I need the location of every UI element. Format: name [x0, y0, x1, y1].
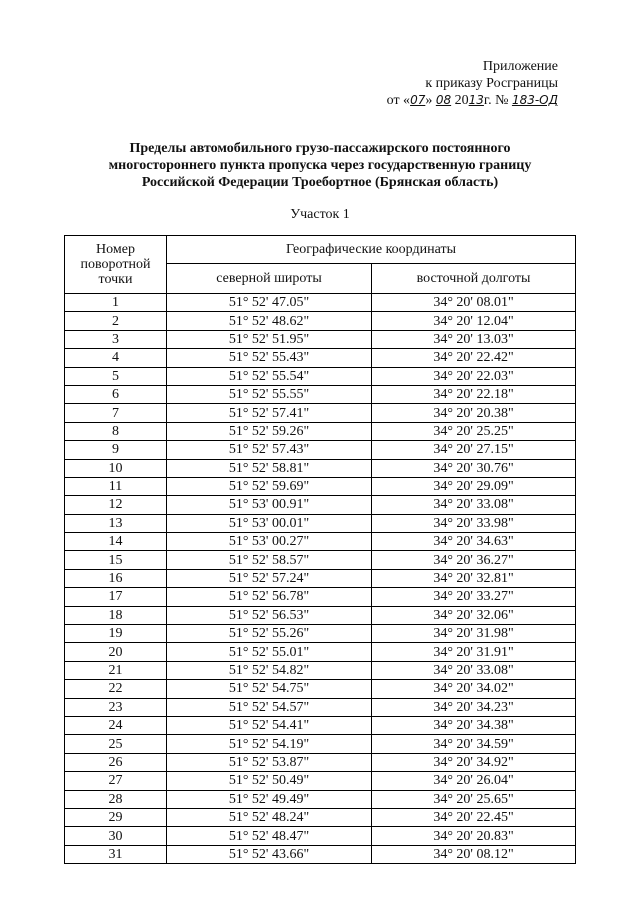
- handwritten-order-number: 183-ОД: [511, 93, 558, 107]
- table-row: [65, 735, 576, 753]
- header-longitude: восточной долготы: [372, 264, 576, 294]
- table-row: [65, 808, 576, 826]
- point-number-cell: 8: [65, 422, 167, 440]
- latitude-cell: 51° 52' 48.24": [167, 808, 372, 826]
- longitude-cell: 34° 20' 31.91": [372, 643, 576, 661]
- latitude-cell: 51° 52' 49.49": [167, 790, 372, 808]
- point-number-cell: 18: [65, 606, 167, 624]
- point-number-cell: 2: [65, 312, 167, 330]
- date-prefix: от «: [386, 93, 411, 108]
- point-number-cell: 27: [65, 772, 167, 790]
- latitude-cell: 51° 52' 59.69": [167, 477, 372, 495]
- table-row: [65, 588, 576, 606]
- header-latitude: северной широты: [167, 264, 372, 294]
- handwritten-day: 07: [410, 93, 426, 107]
- year-prefix: 20: [454, 93, 469, 108]
- latitude-cell: 51° 52' 56.53": [167, 606, 372, 624]
- table-row: [65, 569, 576, 587]
- latitude-cell: 51° 53' 00.01": [167, 514, 372, 532]
- longitude-cell: 34° 20' 34.63": [372, 533, 576, 551]
- handwritten-month: 08: [435, 93, 452, 107]
- table-row: [65, 330, 576, 348]
- point-number-cell: 11: [65, 477, 167, 495]
- point-number-cell: 24: [65, 716, 167, 734]
- longitude-cell: 34° 20' 34.38": [372, 716, 576, 734]
- table-row: [65, 367, 576, 385]
- table-row: [65, 790, 576, 808]
- header-geo-coordinates: Географические координаты: [167, 236, 576, 264]
- latitude-cell: 51° 52' 43.66": [167, 845, 372, 863]
- longitude-cell: 34° 20' 25.25": [372, 422, 576, 440]
- point-number-cell: 9: [65, 441, 167, 459]
- point-number-cell: 13: [65, 514, 167, 532]
- longitude-cell: 34° 20' 20.38": [372, 404, 576, 422]
- longitude-cell: 34° 20' 32.81": [372, 569, 576, 587]
- latitude-cell: 51° 52' 54.41": [167, 716, 372, 734]
- longitude-cell: 34° 20' 08.01": [372, 294, 576, 312]
- appendix-header: [387, 58, 558, 109]
- longitude-cell: 34° 20' 34.92": [372, 753, 576, 771]
- point-number-cell: 3: [65, 330, 167, 348]
- latitude-cell: 51° 53' 00.91": [167, 496, 372, 514]
- latitude-cell: 51° 52' 50.49": [167, 772, 372, 790]
- longitude-cell: 34° 20' 08.12": [372, 845, 576, 863]
- point-number-cell: 10: [65, 459, 167, 477]
- table-row: [65, 441, 576, 459]
- table-row: [65, 643, 576, 661]
- longitude-cell: 34° 20' 13.03": [372, 330, 576, 348]
- point-number-cell: 19: [65, 625, 167, 643]
- table-row: [65, 827, 576, 845]
- longitude-cell: 34° 20' 20.83": [372, 827, 576, 845]
- latitude-cell: 51° 52' 59.26": [167, 422, 372, 440]
- latitude-cell: 51° 52' 55.26": [167, 625, 372, 643]
- latitude-cell: 51° 52' 57.43": [167, 441, 372, 459]
- table-row: [65, 514, 576, 532]
- latitude-cell: 51° 52' 54.57": [167, 698, 372, 716]
- longitude-cell: 34° 20' 12.04": [372, 312, 576, 330]
- coordinates-table: [64, 235, 576, 864]
- longitude-cell: 34° 20' 33.08": [372, 661, 576, 679]
- point-number-cell: 14: [65, 533, 167, 551]
- latitude-cell: 51° 52' 57.41": [167, 404, 372, 422]
- latitude-cell: 51° 52' 54.82": [167, 661, 372, 679]
- table-row: [65, 385, 576, 403]
- table-row: [65, 294, 576, 312]
- point-number-cell: 26: [65, 753, 167, 771]
- point-number-cell: 20: [65, 643, 167, 661]
- longitude-cell: 34° 20' 34.59": [372, 735, 576, 753]
- longitude-cell: 34° 20' 34.23": [372, 698, 576, 716]
- appendix-order-reference: к приказу Росграницы: [425, 76, 558, 91]
- longitude-cell: 34° 20' 25.65": [372, 790, 576, 808]
- date-quote: »: [425, 93, 433, 108]
- point-number-cell: 23: [65, 698, 167, 716]
- longitude-cell: 34° 20' 33.27": [372, 588, 576, 606]
- table-row: [65, 477, 576, 495]
- latitude-cell: 51° 52' 47.05": [167, 294, 372, 312]
- point-number-cell: 28: [65, 790, 167, 808]
- latitude-cell: 51° 52' 58.57": [167, 551, 372, 569]
- appendix-label: Приложение: [482, 59, 558, 74]
- longitude-cell: 34° 20' 33.08": [372, 496, 576, 514]
- section-heading: Участок 1: [290, 207, 350, 222]
- latitude-cell: 51° 52' 55.55": [167, 385, 372, 403]
- latitude-cell: 51° 52' 57.24": [167, 569, 372, 587]
- point-number-cell: 7: [65, 404, 167, 422]
- longitude-cell: 34° 20' 32.06": [372, 606, 576, 624]
- longitude-cell: 34° 20' 22.18": [372, 385, 576, 403]
- point-number-cell: 30: [65, 827, 167, 845]
- longitude-cell: 34° 20' 27.15": [372, 441, 576, 459]
- table-row: [65, 496, 576, 514]
- point-number-cell: 25: [65, 735, 167, 753]
- number-label: г. №: [483, 93, 509, 108]
- table-row: [65, 661, 576, 679]
- point-number-cell: 16: [65, 569, 167, 587]
- latitude-cell: 51° 52' 48.62": [167, 312, 372, 330]
- table-row: [65, 404, 576, 422]
- point-number-cell: 21: [65, 661, 167, 679]
- latitude-cell: 51° 52' 55.01": [167, 643, 372, 661]
- point-number-cell: 17: [65, 588, 167, 606]
- longitude-cell: 34° 20' 34.02": [372, 680, 576, 698]
- table-row: [65, 606, 576, 624]
- longitude-cell: 34° 20' 31.98": [372, 625, 576, 643]
- longitude-cell: 34° 20' 33.98": [372, 514, 576, 532]
- table-row: [65, 772, 576, 790]
- table-row: [65, 680, 576, 698]
- table-row: [65, 716, 576, 734]
- latitude-cell: 51° 52' 53.87": [167, 753, 372, 771]
- latitude-cell: 51° 52' 55.43": [167, 349, 372, 367]
- header-point-number: Номер поворотной точки: [65, 236, 167, 294]
- latitude-cell: 51° 52' 54.75": [167, 680, 372, 698]
- table-row: [65, 349, 576, 367]
- table-row: [65, 533, 576, 551]
- latitude-cell: 51° 53' 00.27": [167, 533, 372, 551]
- table-row: [65, 845, 576, 863]
- longitude-cell: 34° 20' 36.27": [372, 551, 576, 569]
- table-row: [65, 625, 576, 643]
- document-title: [0, 140, 640, 191]
- longitude-cell: 34° 20' 22.45": [372, 808, 576, 826]
- appendix-date-number: [387, 92, 558, 109]
- table-row: [65, 753, 576, 771]
- latitude-cell: 51° 52' 54.19": [167, 735, 372, 753]
- latitude-cell: 51° 52' 48.47": [167, 827, 372, 845]
- longitude-cell: 34° 20' 22.03": [372, 367, 576, 385]
- table-row: [65, 459, 576, 477]
- title-line-2: многостороннего пункта пропуска через государственную границу: [108, 158, 532, 173]
- table-row: [65, 312, 576, 330]
- title-line-1: Пределы автомобильного грузо-пассажирского постоянного: [129, 141, 511, 156]
- handwritten-year: 13: [468, 93, 484, 107]
- latitude-cell: 51° 52' 58.81": [167, 459, 372, 477]
- point-number-cell: 22: [65, 680, 167, 698]
- point-number-cell: 12: [65, 496, 167, 514]
- latitude-cell: 51° 52' 51.95": [167, 330, 372, 348]
- longitude-cell: 34° 20' 26.04": [372, 772, 576, 790]
- longitude-cell: 34° 20' 22.42": [372, 349, 576, 367]
- point-number-cell: 29: [65, 808, 167, 826]
- point-number-cell: 5: [65, 367, 167, 385]
- table-row: [65, 422, 576, 440]
- latitude-cell: 51° 52' 56.78": [167, 588, 372, 606]
- point-number-cell: 1: [65, 294, 167, 312]
- longitude-cell: 34° 20' 29.09": [372, 477, 576, 495]
- longitude-cell: 34° 20' 30.76": [372, 459, 576, 477]
- point-number-cell: 6: [65, 385, 167, 403]
- point-number-cell: 31: [65, 845, 167, 863]
- latitude-cell: 51° 52' 55.54": [167, 367, 372, 385]
- point-number-cell: 15: [65, 551, 167, 569]
- table-row: [65, 698, 576, 716]
- point-number-cell: 4: [65, 349, 167, 367]
- table-row: [65, 551, 576, 569]
- title-line-3: Российской Федерации Троебортное (Брянская область): [141, 175, 499, 190]
